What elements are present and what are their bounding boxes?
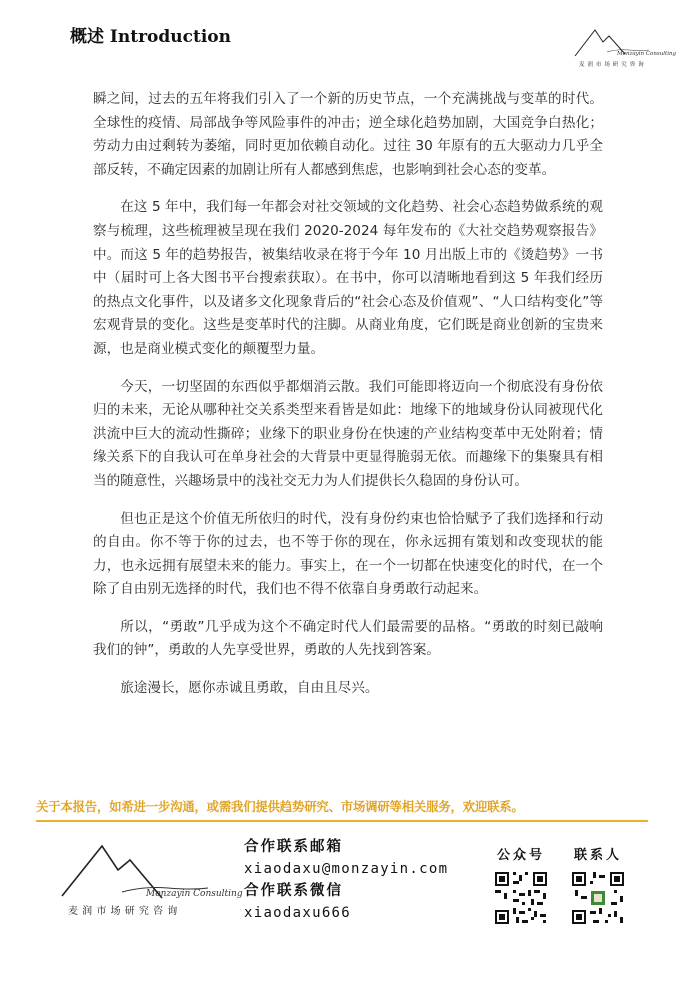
- intro-body: [93, 88, 603, 715]
- email-address[interactable]: xiaodaxu@monzayin.com: [244, 861, 449, 877]
- paragraph: 所以，“勇敢”几乎成为这个不确定时代人们最需要的品格。“勇敢的时刻已敲响我们的钟”，勇敢的人先享受世界，勇敢的人先找到答案。: [93, 618, 603, 659]
- logo-script-text: Monzayin Consulting: [146, 889, 243, 899]
- logo-company-name: 麦 润 市 场 研 究 咨 询: [579, 62, 645, 68]
- logo-company-name: 麦 润 市 场 研 究 咨 询: [68, 906, 178, 917]
- contact-info: [244, 836, 484, 924]
- paragraph: 旅途漫长，愿你赤诚且勇敢，自由且尽兴。: [120, 680, 379, 697]
- qr-code-icon[interactable]: [569, 869, 627, 927]
- qr-public-account: [490, 844, 552, 927]
- paragraph: 在这 5 年中，我们每一年都会对社交领域的文化趋势、社会心态趋势做系统的观察与梳理，这些梳理被呈现在我们 2020-2024 每年发布的《大社交趋势观察报告》中。而这 5 年的趋势报告，被集结收录在将于今年 10 月出版上市的《烫趋势》一书中（届时可上各大图书平台搜索获取）。在书中，你可以清晰地看到这 5 年我们经历的热点文化事件，以及诸多文化现象背后的“社会心态及价值观”、“人口结构变化”等宏观背景的变化。这些是变革时代的注脚。从商业角度，它们既是商业创新的宝贵来源，也是商业模式变化的颠覆型力量。: [93, 199, 603, 357]
- brand-logo: [573, 24, 677, 70]
- page-title: 概述 Introduction: [70, 27, 231, 47]
- qr-contact-person: [567, 844, 629, 927]
- paragraph: 今天，一切坚固的东西似乎都烟消云散。我们可能即将迈向一个彻底没有身份依归的未来，无论从哪种社交关系类型来看皆是如此：地缘下的地域身份认同被现代化洪流中巨大的流动性撕碎；业缘下的职业身份在快速的产业结构变革中无处附着；情缘关系下的自我认可在单身社会的大背景中更显得脆弱无依。而趣缘下的集聚具有相当的随意性，兴趣场景中的浅社交无力为人们提供长久稳固的身份认可。: [93, 378, 603, 489]
- wechat-id: xiaodaxu666: [244, 905, 352, 921]
- qr-code-icon[interactable]: [492, 869, 550, 927]
- logo-script-text: Monzayin Consulting: [617, 51, 677, 57]
- qr-public-label: 公众号: [496, 848, 545, 863]
- wechat-label: 合作联系微信: [244, 882, 343, 899]
- contact-cta: 关于本报告，如希进一步沟通，或需我们提供趋势研究、市场调研等相关服务，欢迎联系。: [36, 799, 524, 814]
- email-label: 合作联系邮箱: [244, 838, 343, 855]
- qr-contact-label: 联系人: [573, 848, 622, 863]
- paragraph: 瞬之间，过去的五年将我们引入了一个新的历史节点，一个充满挑战与变革的时代。全球性的疫情、局部战争等风险事件的冲击；逆全球化趋势加剧，大国竞争白热化；劳动力由过剩转为萎缩，同时更加依赖自动化。过往 30 年原有的五大驱动力几乎全部反转，不确定因素的加剧让所有人都感到焦虑，也影响到社会心态的变革。: [93, 91, 603, 178]
- brand-logo-footer: [58, 838, 243, 918]
- divider: [36, 820, 648, 822]
- paragraph: 但也正是这个价值无所依归的时代，没有身份约束也恰恰赋予了我们选择和行动的自由。你不等于你的过去，也不等于你的现在，你永远拥有策划和改变现状的能力，也永远拥有展望未来的能力。事实上，在一个一切都在快速变化的时代，在一个除了自由别无选择的时代，我们也不得不依靠自身勇敢行动起来。: [93, 510, 603, 598]
